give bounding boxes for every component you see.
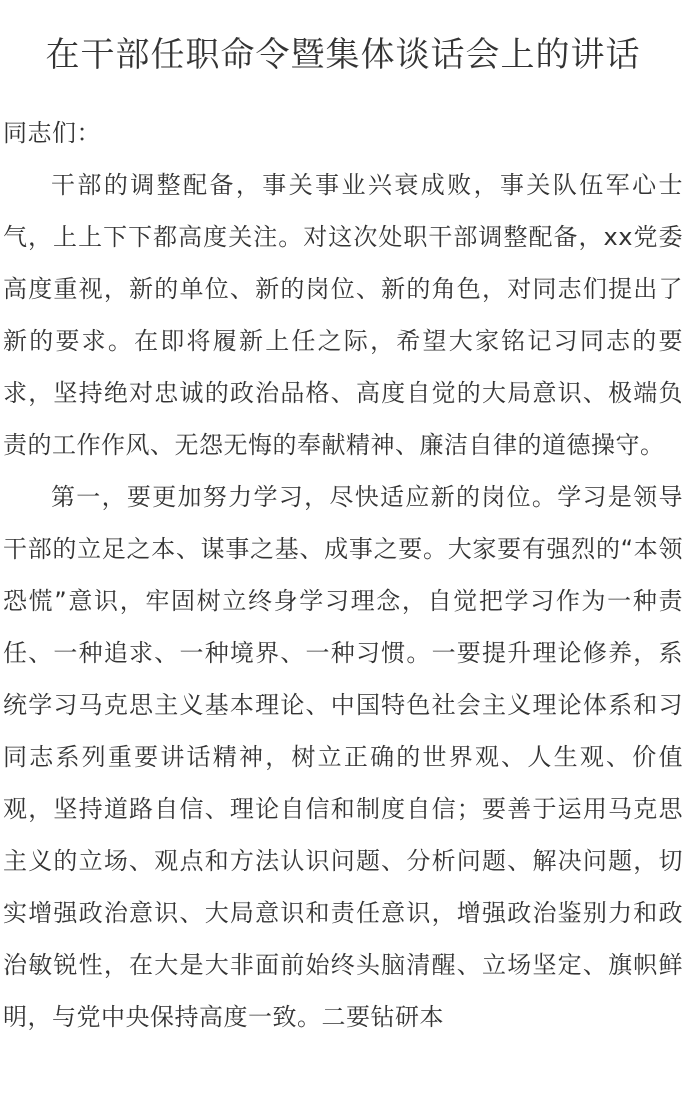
document-body [3,107,683,1043]
paragraph-first-point: 第一，要更加努力学习，尽快适应新的岗位。学习是领导干部的立足之本、谋事之基、成事之要。大家要有强烈的“本领恐慌”意识，牢固树立终身学习理念，自觉把学习作为一种责任、一种追求、一种境界、一种习惯。一要提升理论修养，系统学习马克思主义基本理论、中国特色社会主义理论体系和习同志系列重要讲话精神，树立正确的世界观、人生观、价值观，坚持道路自信、理论自信和制度自信；要善于运用马克思主义的立场、观点和方法认识问题、分析问题、解决问题，切实增强政治意识、大局意识和责任意识，增强政治鉴别力和政治敏锐性，在大是大非面前始终头脑清醒、立场坚定、旗帜鲜明，与党中央保持高度一致。二要钻研本 [3,483,683,1031]
document-title: 在干部任职命令暨集体谈话会上的讲话 [45,35,641,75]
paragraph-intro: 干部的调整配备，事关事业兴衰成败，事关队伍军心士气，上上下下都高度关注。对这次处职干部调整配备，xx党委高度重视，新的单位、新的岗位、新的角色，对同志们提出了新的要求。在即将履新上任之际，希望大家铭记习同志的要求，坚持绝对忠诚的政治品格、高度自觉的大局意识、极端负责的工作作风、无怨无悔的奉献精神、廉洁自律的道德操守。 [3,171,683,459]
salutation: 同志们： [3,119,101,147]
